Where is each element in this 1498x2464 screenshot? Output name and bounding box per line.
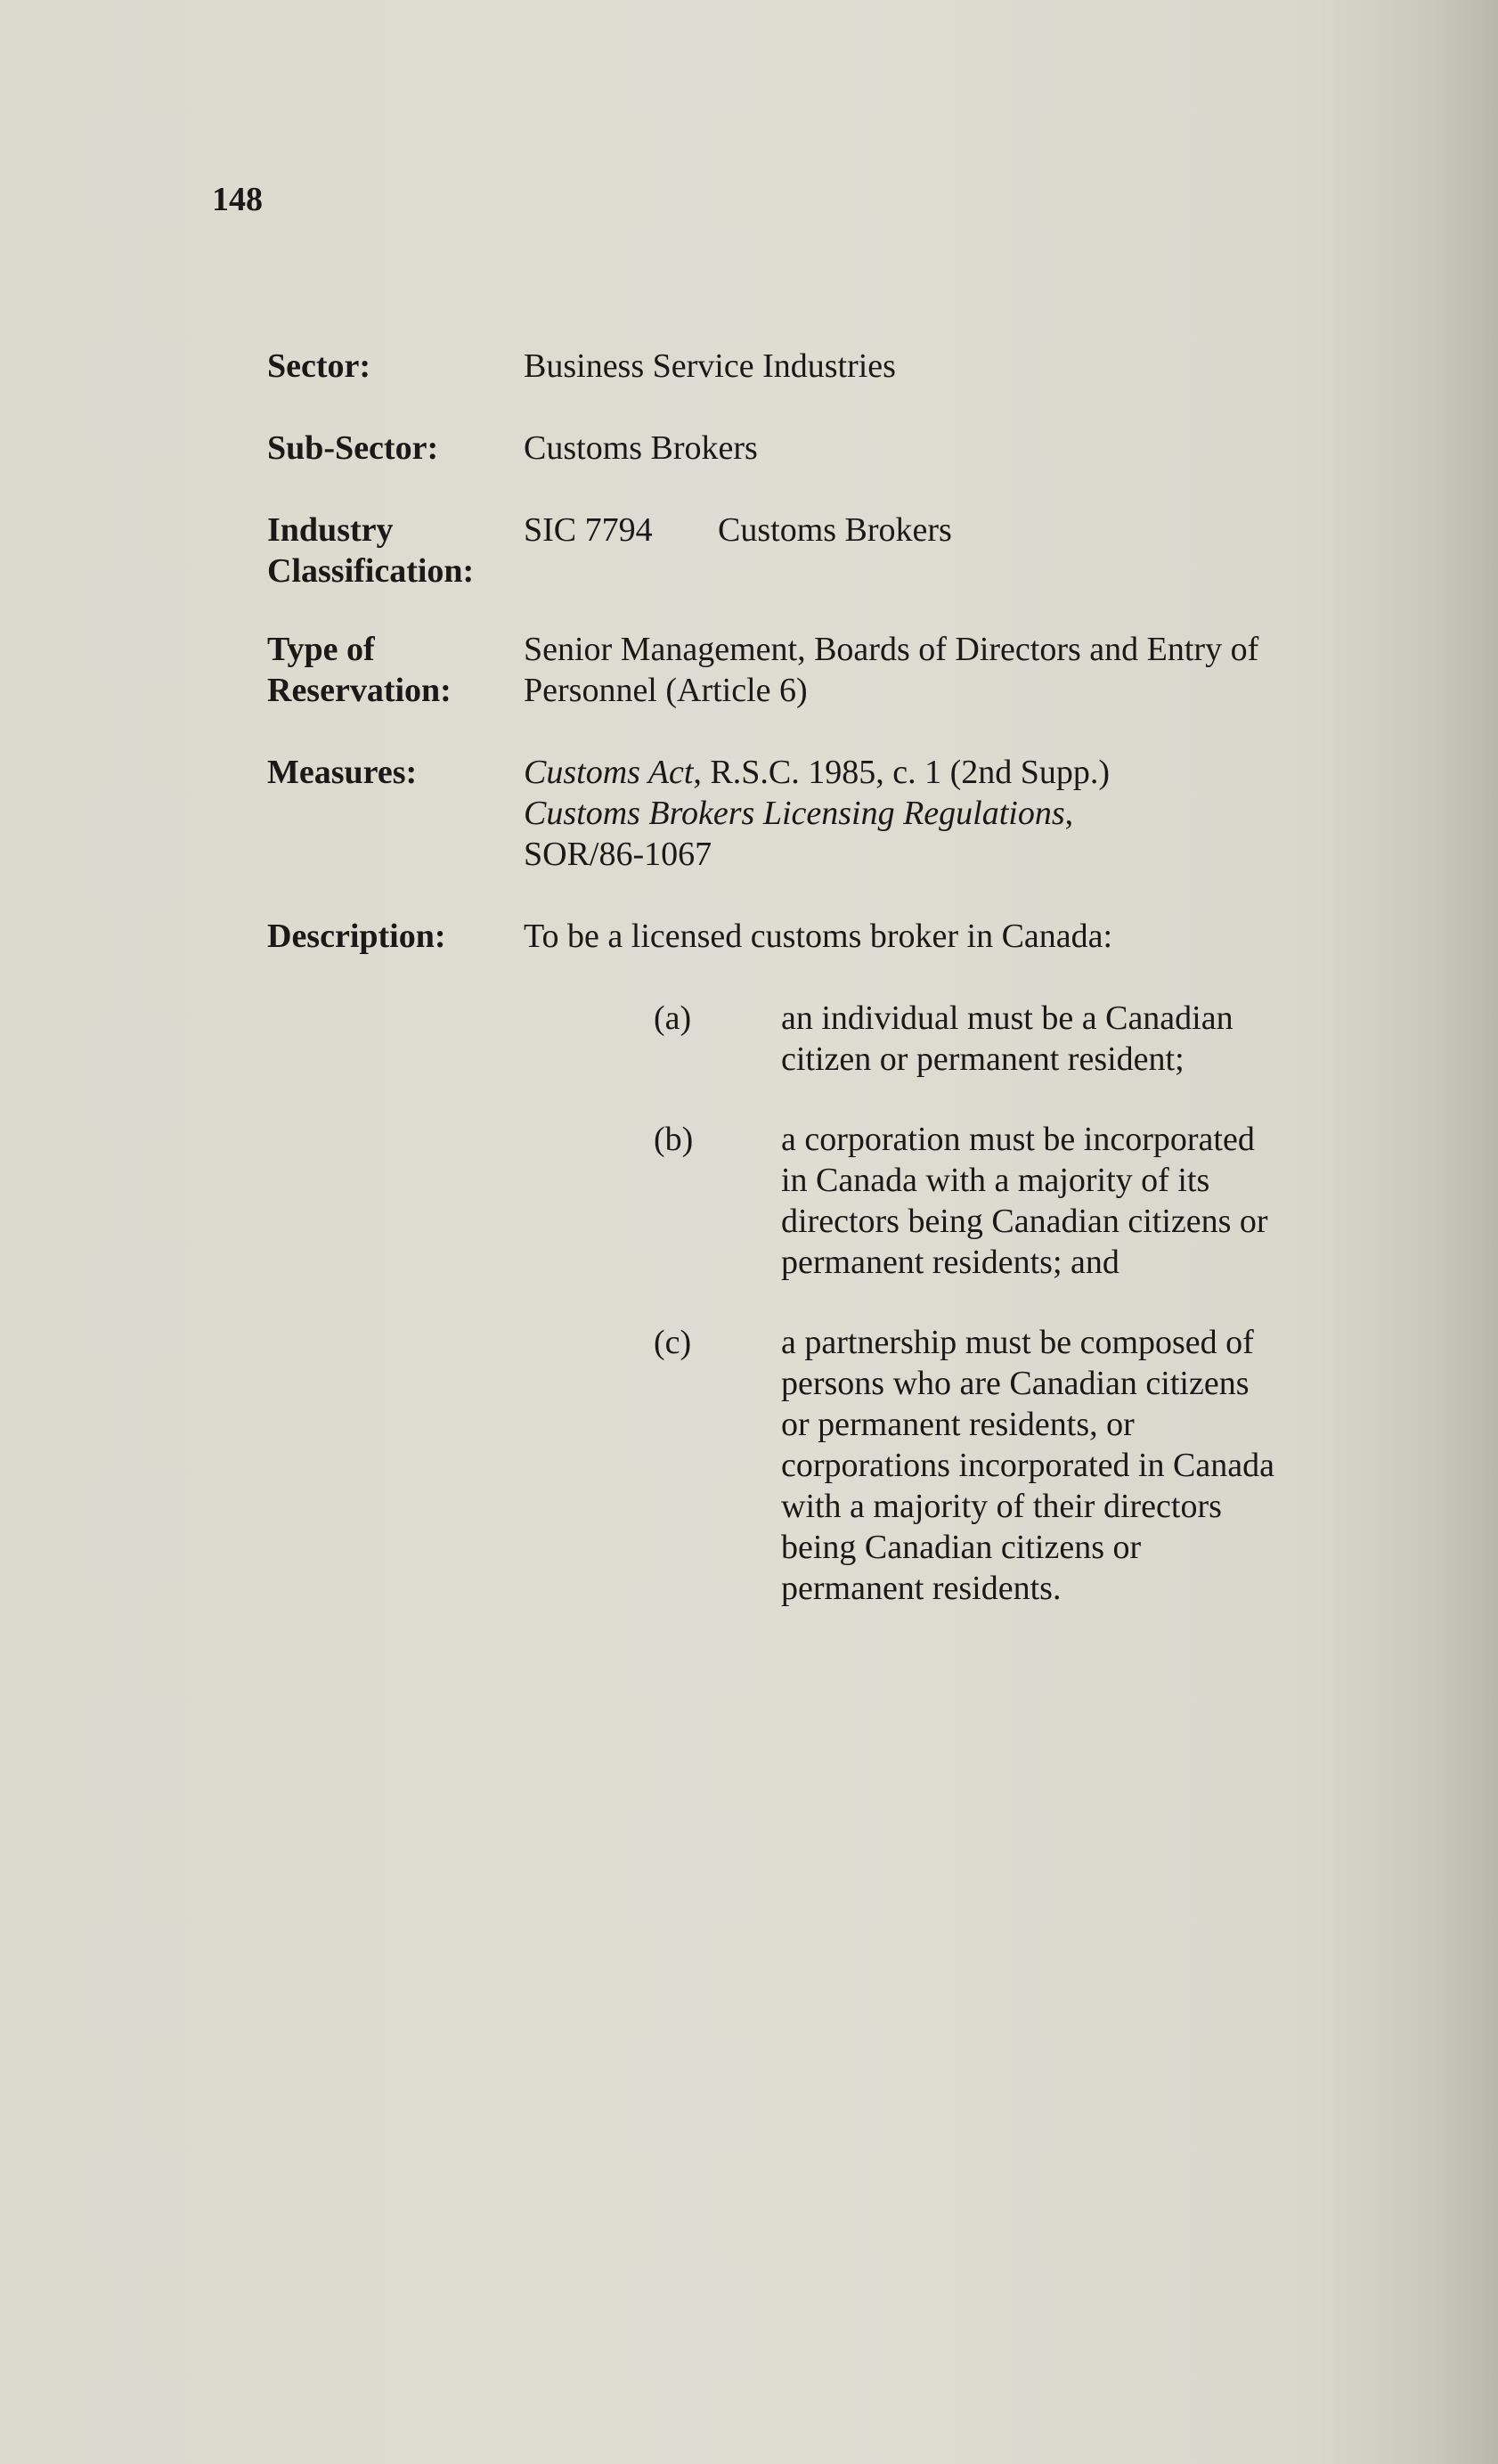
industry-classification-label-line2: Classification: — [267, 552, 475, 590]
measures-line1 — [524, 752, 1325, 793]
item-text-line: or permanent residents, or — [781, 1406, 1135, 1443]
item-text-line: a corporation must be incorporated — [781, 1121, 1255, 1158]
item-text-line: in Canada with a majority of its — [781, 1162, 1210, 1199]
item-text-line: citizen or permanent resident; — [781, 1040, 1185, 1078]
type-of-reservation-value-line2: Personnel (Article 6) — [524, 672, 808, 709]
sector-label: Sector: — [267, 347, 371, 385]
sub-sector-value: Customs Brokers — [524, 429, 758, 467]
item-text — [781, 998, 1333, 1080]
measures-line3: SOR/86-1067 — [524, 836, 712, 873]
measures-line2 — [524, 793, 1325, 834]
page-number: 148 — [212, 181, 263, 218]
item-text-line: persons who are Canadian citizens — [781, 1365, 1250, 1402]
customs-act-title: Customs Act — [524, 754, 694, 791]
item-text-line: corporations incorporated in Canada — [781, 1447, 1274, 1484]
item-text-line: a partnership must be composed of — [781, 1324, 1254, 1361]
measures-value — [524, 752, 1325, 875]
item-text-line: an individual must be a Canadian — [781, 999, 1233, 1037]
description-label: Description: — [267, 918, 446, 955]
item-text-line: directors being Canadian citizens or — [781, 1203, 1268, 1240]
item-text-line: with a majority of their directors — [781, 1488, 1222, 1525]
industry-classification-label — [267, 510, 508, 592]
licensing-regulations-title: Customs Brokers Licensing Regulations — [524, 795, 1065, 832]
item-marker: (a) — [654, 999, 692, 1037]
customs-act-citation: , R.S.C. 1985, c. 1 (2nd Supp.) — [693, 754, 1111, 791]
item-text-line: permanent residents. — [781, 1570, 1062, 1607]
type-of-reservation-value — [524, 629, 1325, 711]
industry-classification-value — [524, 510, 1325, 551]
sic-code: SIC 7794 — [524, 511, 653, 549]
item-text — [781, 1119, 1333, 1283]
item-marker: (c) — [654, 1324, 692, 1361]
type-of-reservation-label — [267, 629, 508, 711]
industry-classification-label-line1: Industry — [267, 511, 394, 549]
type-of-reservation-value-line1: Senior Management, Boards of Directors and Entry of — [524, 631, 1259, 668]
item-text-line: permanent residents; and — [781, 1244, 1119, 1281]
measures-label: Measures: — [267, 754, 418, 791]
sic-name: Customs Brokers — [718, 511, 952, 549]
item-text — [781, 1322, 1333, 1609]
item-text-line: being Canadian citizens or — [781, 1529, 1142, 1566]
licensing-regulations-punct: , — [1064, 795, 1074, 832]
type-of-reservation-label-line1: Type of — [267, 631, 375, 668]
sector-value: Business Service Industries — [524, 347, 896, 385]
type-of-reservation-label-line2: Reservation: — [267, 672, 452, 709]
item-marker: (b) — [654, 1121, 694, 1158]
description-intro: To be a licensed customs broker in Canada: — [524, 918, 1113, 955]
sub-sector-label: Sub-Sector: — [267, 429, 439, 467]
